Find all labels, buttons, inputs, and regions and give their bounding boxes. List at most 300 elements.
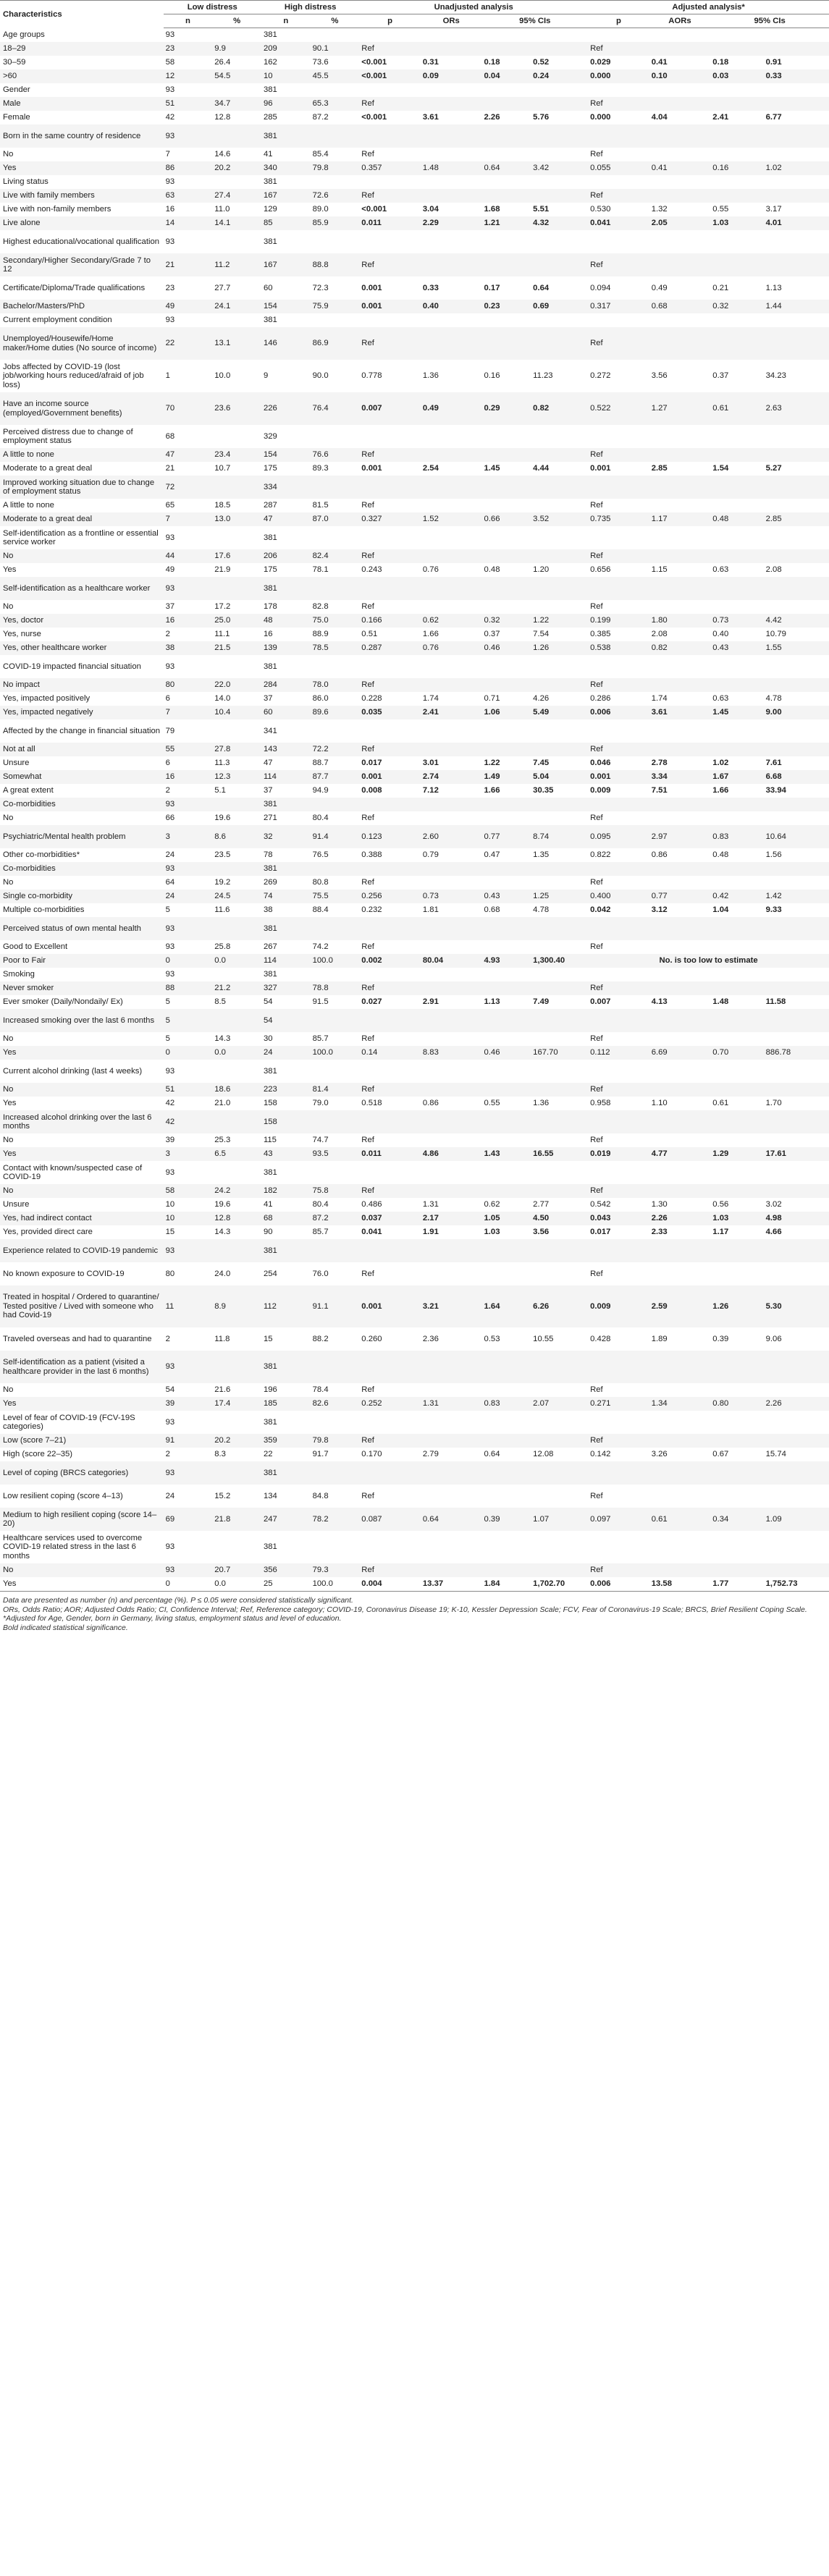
- cell-unadj-ci-high: [531, 1461, 588, 1485]
- cell-low-pct: [212, 577, 261, 600]
- cell-or: [421, 1009, 482, 1032]
- cell-characteristic: A little to none: [0, 448, 164, 462]
- cell-adj-p: Ref: [588, 327, 649, 360]
- cell-characteristic: Unsure: [3, 1200, 30, 1209]
- cell-low-n: 93: [164, 1563, 213, 1577]
- cell-or: [421, 42, 482, 56]
- table-row: [0, 1508, 829, 1531]
- cell-aor: [649, 1351, 711, 1383]
- cell-aor: 0.77: [649, 890, 711, 903]
- table-row: [0, 862, 829, 876]
- cell-low-n: 7: [164, 706, 213, 719]
- cell-high-n: 15: [263, 1334, 273, 1343]
- table-row: [0, 1161, 829, 1184]
- cell-adj-ci-high: 7.61: [765, 759, 782, 768]
- cell-adj-p: 0.522: [588, 392, 649, 425]
- cell-characteristic: No: [3, 1385, 14, 1395]
- cell-low-pct: [212, 1009, 261, 1032]
- cell-characteristic: 18–29: [0, 42, 164, 56]
- col-low-distress: Low distress: [164, 1, 261, 14]
- cell-adj-p: Ref: [588, 97, 649, 111]
- cell-aor: [649, 981, 711, 995]
- cell-characteristic: Co-morbidities: [0, 862, 164, 876]
- cell-high-n: 129: [263, 205, 277, 214]
- cell-adj-ci-high: [764, 798, 829, 811]
- cell-low-n: 21: [164, 253, 213, 276]
- cell-characteristic: Moderate to a great deal: [0, 512, 164, 526]
- cell-high-n: 37: [263, 786, 273, 795]
- table-row: [0, 981, 829, 995]
- cell-adj-ci-high: [764, 42, 829, 56]
- cell-aor: [649, 577, 711, 600]
- cell-high-n: 356: [261, 1563, 311, 1577]
- cell-high-n: 341: [263, 726, 277, 735]
- cell-low-pct: [212, 862, 261, 876]
- cell-adj-ci-high: 4.01: [764, 216, 829, 230]
- cell-characteristic: Somewhat: [0, 770, 164, 784]
- cell-characteristic: Co-morbidities: [0, 798, 164, 811]
- cell-adj-p: 0.042: [590, 905, 611, 915]
- cell-adj-ci-low: [710, 230, 763, 253]
- cell-adj-ci-high: 4.42: [764, 614, 829, 628]
- cell-high-pct: 85.7: [312, 1228, 329, 1237]
- cell-characteristic: Level of coping (BRCS categories): [0, 1461, 164, 1485]
- table-row: [0, 1046, 829, 1060]
- cell-or: [421, 476, 482, 499]
- table-row: [0, 1411, 829, 1434]
- cell-low-pct: 6.5: [212, 1147, 261, 1161]
- cell-low-n: 39: [165, 1136, 175, 1145]
- cell-unadj-ci-high: 2.07: [531, 1397, 588, 1411]
- cell-high-n: 115: [263, 1136, 277, 1145]
- cell-unadj-ci-high: [531, 1161, 588, 1184]
- cell-unadj-ci-low: 1.43: [481, 1147, 531, 1161]
- cell-adj-p: Ref: [588, 981, 649, 995]
- cell-high-n: 139: [261, 641, 311, 655]
- cell-characteristic: No impact: [0, 678, 164, 692]
- cell-or: [421, 798, 482, 811]
- cell-low-n: 7: [164, 512, 213, 526]
- cell-unadj-p: [359, 313, 421, 327]
- cell-low-pct: 26.4: [214, 58, 231, 67]
- cell-unadj-ci-high: [531, 811, 588, 825]
- cell-characteristic: Good to Excellent: [3, 942, 68, 952]
- cell-adj-p: [588, 577, 649, 600]
- cell-adj-p: 0.000: [588, 69, 649, 83]
- cell-high-n: 254: [263, 1269, 277, 1278]
- cell-or: [421, 876, 482, 890]
- cell-high-pct: 90.1: [311, 42, 360, 56]
- cell-adj-p: 0.094: [590, 283, 611, 292]
- cell-unadj-ci-low: 0.55: [484, 1099, 500, 1108]
- cell-adj-ci-low: [710, 1563, 763, 1577]
- cell-high-n: 285: [263, 113, 277, 122]
- cell-low-n: 93: [165, 1417, 175, 1427]
- cell-high-pct: 84.8: [312, 1491, 329, 1500]
- cell-low-pct: 0.0: [212, 1577, 261, 1592]
- cell-unadj-ci-high: [531, 526, 588, 549]
- table-row: [0, 124, 829, 148]
- cell-adj-p: Ref: [588, 678, 649, 692]
- cell-high-pct: [311, 1161, 360, 1184]
- cell-characteristic: Certificate/Diploma/Trade qualifications: [3, 283, 146, 292]
- cell-low-pct: [212, 1060, 261, 1083]
- table-row: [0, 300, 829, 313]
- cell-low-n: 93: [164, 1239, 213, 1262]
- table-row: [0, 1110, 829, 1133]
- cell-unadj-ci-high: 1.20: [533, 565, 550, 575]
- table-row: [0, 995, 829, 1009]
- cell-unadj-p: [359, 968, 421, 981]
- table-row: [0, 678, 829, 692]
- cell-or: [421, 655, 482, 678]
- cell-low-pct: 11.0: [214, 205, 230, 214]
- table-row: [0, 56, 829, 69]
- cell-adj-ci-low: [710, 148, 763, 161]
- cell-adj-p: Ref: [590, 1034, 603, 1044]
- cell-high-pct: 85.9: [311, 216, 360, 230]
- cell-characteristic: Yes, nurse: [3, 630, 41, 639]
- cell-low-n: 93: [164, 577, 213, 600]
- cell-high-pct: [311, 1461, 360, 1485]
- cell-unadj-ci-high: 7.49: [533, 997, 550, 1007]
- cell-or: 1.36: [422, 371, 439, 381]
- cell-unadj-p: Ref: [361, 942, 374, 952]
- cell-unadj-ci-high: 1.26: [531, 641, 588, 655]
- cell-adj-p: 0.043: [588, 1212, 649, 1225]
- cell-adj-ci-high: [764, 148, 829, 161]
- cell-unadj-ci-low: [481, 253, 531, 276]
- col-ors: ORs: [421, 14, 482, 28]
- cell-aor: 3.26: [651, 1450, 668, 1459]
- cell-high-pct: 76.4: [311, 392, 360, 425]
- cell-high-pct: 74.2: [312, 942, 329, 952]
- cell-aor: [649, 1383, 711, 1397]
- cell-adj-ci-high: 3.02: [765, 1200, 782, 1209]
- cell-or: 3.04: [422, 205, 439, 214]
- cell-adj-p: 0.530: [590, 205, 611, 214]
- cell-adj-ci-low: [710, 719, 763, 743]
- cell-high-n: 154: [261, 448, 311, 462]
- cell-or: [421, 1563, 482, 1577]
- table-row: [0, 1461, 829, 1485]
- cell-adj-ci-high: [764, 313, 829, 327]
- cell-unadj-p: Ref: [359, 97, 421, 111]
- cell-low-n: 0: [164, 954, 213, 968]
- cell-unadj-p: 0.388: [361, 850, 382, 860]
- cell-high-pct: 82.6: [311, 1397, 360, 1411]
- table-row: [0, 628, 829, 641]
- cell-adj-ci-low: [710, 1239, 763, 1262]
- cell-high-pct: 75.9: [311, 300, 360, 313]
- cell-adj-p: Ref: [588, 1563, 649, 1577]
- cell-adj-p: Ref: [588, 448, 649, 462]
- cell-low-n: 0: [164, 1046, 213, 1060]
- cell-adj-ci-low: [710, 1411, 763, 1434]
- table-notes: [0, 1592, 829, 1632]
- table-row: [0, 600, 829, 614]
- cell-adj-p: 0.000: [590, 113, 611, 122]
- cell-low-pct: 14.1: [212, 216, 261, 230]
- cell-unadj-ci-low: [481, 577, 531, 600]
- cell-high-n: 269: [263, 878, 277, 887]
- cell-or: [421, 253, 482, 276]
- cell-high-pct: [311, 798, 360, 811]
- cell-unadj-ci-high: [531, 1485, 588, 1508]
- cell-high-n: 329: [263, 431, 277, 441]
- cell-aor: 1.10: [651, 1099, 668, 1108]
- cell-unadj-ci-low: [481, 1133, 531, 1147]
- cell-adj-ci-high: 2.85: [764, 512, 829, 526]
- cell-characteristic: Unsure: [3, 759, 30, 768]
- cell-unadj-ci-low: [481, 1032, 531, 1046]
- cell-adj-ci-high: 1.13: [765, 283, 782, 292]
- cell-adj-ci-high: 4.78: [765, 694, 782, 704]
- cell-aor: [649, 1485, 711, 1508]
- cell-unadj-p: [359, 798, 421, 811]
- cell-adj-p: 0.007: [590, 997, 611, 1007]
- cell-or: 13.37: [421, 1577, 482, 1592]
- cell-adj-ci-high: 33.94: [765, 786, 786, 795]
- table-row: [0, 161, 829, 175]
- cell-unadj-ci-high: 0.64: [533, 283, 550, 292]
- cell-adj-p: Ref: [590, 1269, 603, 1278]
- cell-high-pct: [311, 313, 360, 327]
- cell-unadj-p: 0.035: [359, 706, 421, 719]
- cell-unadj-ci-high: [531, 940, 588, 954]
- cell-adj-p: Ref: [590, 878, 603, 887]
- cell-adj-p: [588, 1161, 649, 1184]
- cell-aor: [649, 1009, 711, 1032]
- cell-low-n: 1: [165, 371, 170, 381]
- cell-adj-ci-high: [764, 811, 829, 825]
- cell-low-n: 93: [164, 1351, 213, 1383]
- cell-unadj-ci-low: [481, 1411, 531, 1434]
- cell-characteristic: Yes: [3, 565, 17, 575]
- cell-unadj-ci-low: [481, 940, 531, 954]
- cell-adj-ci-low: [710, 1032, 763, 1046]
- cell-characteristic: Male: [0, 97, 164, 111]
- cell-adj-p: 0.428: [590, 1334, 611, 1343]
- cell-unadj-ci-high: [531, 1110, 588, 1133]
- cell-low-n: 88: [164, 981, 213, 995]
- cell-or: [421, 917, 482, 940]
- cell-unadj-ci-low: [481, 1262, 531, 1285]
- cell-high-pct: [311, 968, 360, 981]
- cell-unadj-p: 0.001: [361, 464, 382, 473]
- cell-adj-ci-low: 1.17: [712, 1228, 729, 1237]
- cell-high-pct: 72.6: [311, 189, 360, 203]
- cell-unadj-ci-low: 1.64: [481, 1285, 531, 1327]
- cell-high-pct: [311, 1110, 360, 1133]
- cell-characteristic: High (score 22–35): [3, 1450, 73, 1459]
- cell-unadj-p: Ref: [359, 42, 421, 56]
- cell-characteristic: A great extent: [3, 786, 54, 795]
- cell-high-n: 334: [261, 476, 311, 499]
- cell-adj-ci-low: [710, 499, 763, 512]
- cell-low-n: 93: [165, 1066, 175, 1076]
- cell-adj-p: [588, 1411, 649, 1434]
- cell-low-pct: [212, 1239, 261, 1262]
- cell-unadj-ci-low: 0.39: [481, 1508, 531, 1531]
- cell-or: [421, 719, 482, 743]
- cell-aor: 7.51: [651, 786, 668, 795]
- cell-unadj-p: [359, 1351, 421, 1383]
- cell-adj-ci-low: 0.61: [712, 1099, 729, 1108]
- cell-adj-p: Ref: [588, 1083, 649, 1097]
- cell-adj-ci-low: 0.40: [712, 630, 729, 639]
- cell-unadj-ci-low: [481, 876, 531, 890]
- cell-or: [421, 1161, 482, 1184]
- cell-adj-p: 0.400: [588, 890, 649, 903]
- cell-or: [421, 1110, 482, 1133]
- cell-adj-ci-low: 1.66: [712, 786, 729, 795]
- cell-low-n: 12: [164, 69, 213, 83]
- table-row: [0, 756, 829, 770]
- cell-low-n: 49: [165, 565, 175, 575]
- cell-or: [421, 1184, 482, 1198]
- cell-adj-ci-high: [764, 83, 829, 97]
- cell-unadj-ci-high: [531, 876, 588, 890]
- cell-adj-ci-low: 0.32: [710, 300, 763, 313]
- cell-unadj-p: [359, 1060, 421, 1083]
- cell-unadj-p: 0.486: [361, 1200, 382, 1209]
- cell-adj-p: 0.017: [590, 1228, 611, 1237]
- cell-high-n: 38: [263, 905, 273, 915]
- cell-high-n: 167: [261, 253, 311, 276]
- col-high-distress: High distress: [261, 1, 359, 14]
- cell-characteristic: Medium to high resilient coping (score 14–20): [0, 1508, 164, 1531]
- col-unadj-ci: 95% CIs: [481, 14, 588, 28]
- cell-high-pct: 79.0: [312, 1099, 329, 1108]
- cell-unadj-ci-high: [531, 1531, 588, 1563]
- cell-unadj-ci-low: [481, 811, 531, 825]
- cell-low-n: 51: [164, 1083, 213, 1097]
- cell-unadj-ci-high: [531, 28, 588, 43]
- cell-low-n: 93: [165, 1542, 175, 1552]
- cell-high-n: 78: [263, 850, 273, 860]
- table-row: [0, 476, 829, 499]
- cell-high-pct: 91.1: [311, 1285, 360, 1327]
- cell-unadj-p: <0.001: [359, 69, 421, 83]
- cell-characteristic: Current alcohol drinking (last 4 weeks): [3, 1066, 143, 1076]
- cell-or: [421, 600, 482, 614]
- cell-low-n: 5: [164, 1009, 213, 1032]
- cell-unadj-ci-low: 0.17: [484, 283, 500, 292]
- cell-unadj-ci-high: 167.70: [531, 1046, 588, 1060]
- cell-low-n: 21: [165, 464, 175, 473]
- cell-aor: [649, 1083, 711, 1097]
- cell-adj-ci-low: [710, 476, 763, 499]
- cell-adj-ci-high: [764, 577, 829, 600]
- cell-unadj-ci-high: 30.35: [533, 786, 554, 795]
- cell-low-n: 39: [164, 1397, 213, 1411]
- cell-low-pct: [212, 1531, 261, 1563]
- cell-adj-p: [588, 798, 649, 811]
- cell-high-n: 381: [261, 1351, 311, 1383]
- cell-high-n: 381: [263, 177, 277, 187]
- cell-low-n: 22: [164, 327, 213, 360]
- cell-low-pct: [212, 1461, 261, 1485]
- cell-adj-ci-low: [710, 1383, 763, 1397]
- cell-aor: [649, 425, 711, 448]
- cell-unadj-ci-low: 0.04: [481, 69, 531, 83]
- cell-adj-ci-high: [764, 862, 829, 876]
- cell-unadj-ci-high: 5.49: [531, 706, 588, 719]
- cell-unadj-p: <0.001: [361, 58, 387, 67]
- cell-low-pct: [212, 28, 261, 43]
- cell-unadj-ci-high: 1.22: [531, 614, 588, 628]
- table-row: [0, 175, 829, 189]
- cell-unadj-p: 0.518: [361, 1099, 382, 1108]
- cell-adj-p: 0.006: [588, 706, 649, 719]
- cell-adj-ci-low: [710, 811, 763, 825]
- table-row: [0, 1239, 829, 1262]
- cell-low-pct: [212, 1411, 261, 1434]
- cell-unadj-ci-low: [481, 1531, 531, 1563]
- table-row: [0, 189, 829, 203]
- cell-characteristic: Level of fear of COVID-19 (FCV-19S categories): [3, 1413, 135, 1431]
- cell-adj-p: 0.271: [588, 1397, 649, 1411]
- cell-low-pct: 18.5: [214, 501, 231, 510]
- cell-aor: 2.33: [651, 1228, 668, 1237]
- cell-adj-p: [588, 1060, 649, 1083]
- cell-characteristic: Bachelor/Masters/PhD: [0, 300, 164, 313]
- cell-adj-p: [588, 83, 649, 97]
- cell-high-n: 47: [261, 512, 311, 526]
- cell-adj-ci-high: [764, 1383, 829, 1397]
- cell-high-n: 223: [261, 1083, 311, 1097]
- cell-aor: 0.61: [649, 1508, 711, 1531]
- cell-low-n: 10: [164, 1212, 213, 1225]
- cell-characteristic: Perceived distress due to change of employment status: [3, 427, 133, 445]
- cell-high-pct: 78.8: [311, 981, 360, 995]
- cell-adj-p: Ref: [588, 253, 649, 276]
- cell-high-pct: 78.5: [311, 641, 360, 655]
- cell-adj-ci-high: 9.06: [765, 1334, 782, 1343]
- cell-unadj-ci-high: [531, 97, 588, 111]
- cell-adj-ci-high: 5.30: [764, 1285, 829, 1327]
- table-row: [0, 1009, 829, 1032]
- cell-low-pct: 20.2: [212, 161, 261, 175]
- cell-aor: 4.04: [651, 113, 668, 122]
- cell-high-pct: 88.9: [312, 630, 329, 639]
- cell-low-n: 6: [165, 694, 170, 704]
- cell-unadj-p: 0.232: [361, 905, 382, 915]
- cell-high-pct: 94.9: [312, 786, 329, 795]
- cell-unadj-p: [359, 1110, 421, 1133]
- cell-high-n: 158: [261, 1110, 311, 1133]
- cell-unadj-ci-low: [481, 148, 531, 161]
- cell-high-n: 327: [261, 981, 311, 995]
- cell-aor: 1.74: [651, 694, 668, 704]
- cell-low-pct: 14.0: [214, 694, 231, 704]
- cell-characteristic: Yes: [0, 161, 164, 175]
- cell-adj-ci-high: 1,752.73: [764, 1577, 829, 1592]
- cell-unadj-ci-high: [531, 1262, 588, 1285]
- cell-characteristic: Increased smoking over the last 6 months: [0, 1009, 164, 1032]
- cell-adj-ci-high: [764, 1184, 829, 1198]
- cell-unadj-p: [359, 719, 421, 743]
- cell-unadj-ci-low: [481, 313, 531, 327]
- cell-high-pct: 75.0: [311, 614, 360, 628]
- cell-or: 2.54: [422, 464, 439, 473]
- cell-aor: 0.10: [649, 69, 711, 83]
- table-row: [0, 28, 829, 43]
- cell-adj-ci-high: 1.42: [764, 890, 829, 903]
- cell-adj-p: [588, 1531, 649, 1563]
- table-row: [0, 563, 829, 577]
